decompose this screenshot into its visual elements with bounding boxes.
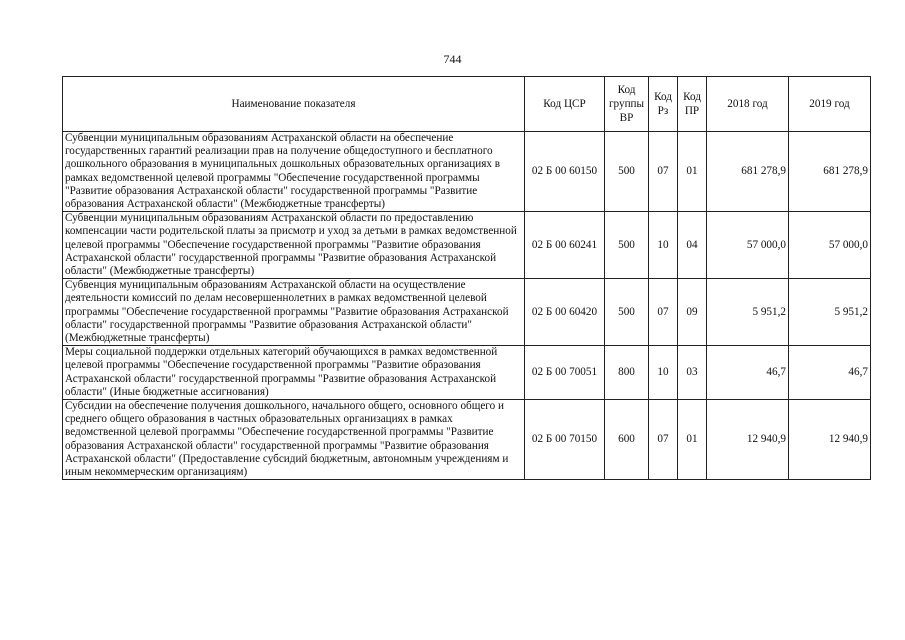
row-2019: 57 000,0 [789,212,871,279]
row-csr: 02 Б 00 60420 [525,279,605,346]
row-csr: 02 Б 00 70150 [525,400,605,480]
row-name: Субвенции муниципальным образованиям Астраханской области на обеспечение государственных гарантий реализации прав на получение общедоступного и бесплатного дошкольного образования в муниципальных дошкольных образовательных организациях в рамках ведомственной целевой программы "Обеспечение государственной программы "Развитие образования Астраханской области" государственной программы "Развитие образования Астраханской области" (Межбюджетные трансферты) [63,132,525,212]
row-2018: 46,7 [707,346,789,400]
header-group: Код группы ВР [605,77,649,132]
row-pr: 04 [678,212,707,279]
row-name: Меры социальной поддержки отдельных категорий обучающихся в рамках ведомственной целевой программы "Обеспечение государственной программы "Развитие образования Астраханской области" государственной программы "Развитие образования Астраханской области" (Иные бюджетные ассигнования) [63,346,525,400]
row-pr: 03 [678,346,707,400]
table-row [63,132,871,212]
row-pr: 01 [678,132,707,212]
row-2019: 5 951,2 [789,279,871,346]
row-group: 500 [605,132,649,212]
row-pr: 09 [678,279,707,346]
table-header-row [63,77,871,132]
row-rz: 10 [649,212,678,279]
row-2018: 681 278,9 [707,132,789,212]
budget-table [62,76,871,480]
row-csr: 02 Б 00 70051 [525,346,605,400]
page-number: 744 [443,52,462,66]
row-rz: 07 [649,132,678,212]
row-2018: 57 000,0 [707,212,789,279]
header-2019: 2019 год [789,77,871,132]
header-pr: Код ПР [678,77,707,132]
header-rz: Код Рз [649,77,678,132]
row-name: Субвенции муниципальным образованиям Астраханской области по предоставлению компенсации части родительской платы за присмотр и уход за детьми в рамках ведомственной целевой программы "Обеспечение государственной программы "Развитие образования Астраханской области" государственной программы "Развитие образования Астраханской области" (Межбюджетные трансферты) [63,212,525,279]
row-rz: 07 [649,400,678,480]
row-group: 500 [605,212,649,279]
table-row [63,279,871,346]
row-rz: 10 [649,346,678,400]
row-pr: 01 [678,400,707,480]
table-row [63,400,871,480]
row-2019: 681 278,9 [789,132,871,212]
row-csr: 02 Б 00 60241 [525,212,605,279]
header-2018: 2018 год [707,77,789,132]
row-name: Субвенция муниципальным образованиям Астраханской области на осуществление деятельности комиссий по делам несовершеннолетних в рамках ведомственной целевой программы "Обеспечение государственной программы "Развитие образования Астраханской области" государственной программы "Развитие образования Астраханской области" (Межбюджетные трансферты) [63,279,525,346]
row-rz: 07 [649,279,678,346]
table-row [63,212,871,279]
header-name: Наименование показателя [63,77,525,132]
row-2019: 12 940,9 [789,400,871,480]
row-group: 500 [605,279,649,346]
row-group: 600 [605,400,649,480]
row-name: Субсидии на обеспечение получения дошкольного, начального общего, основного общего и среднего общего образования в частных образовательных организациях в рамках ведомственной целевой программы "Обеспечение государственной программы "Развитие образования Астраханской области" государственной программы "Развитие образования Астраханской области" (Предоставление субсидий бюджетным, автономным учреждениям и иным некоммерческим организациям) [63,400,525,480]
row-group: 800 [605,346,649,400]
row-2018: 5 951,2 [707,279,789,346]
row-csr: 02 Б 00 60150 [525,132,605,212]
header-csr: Код ЦСР [525,77,605,132]
row-2018: 12 940,9 [707,400,789,480]
table-row [63,346,871,400]
row-2019: 46,7 [789,346,871,400]
